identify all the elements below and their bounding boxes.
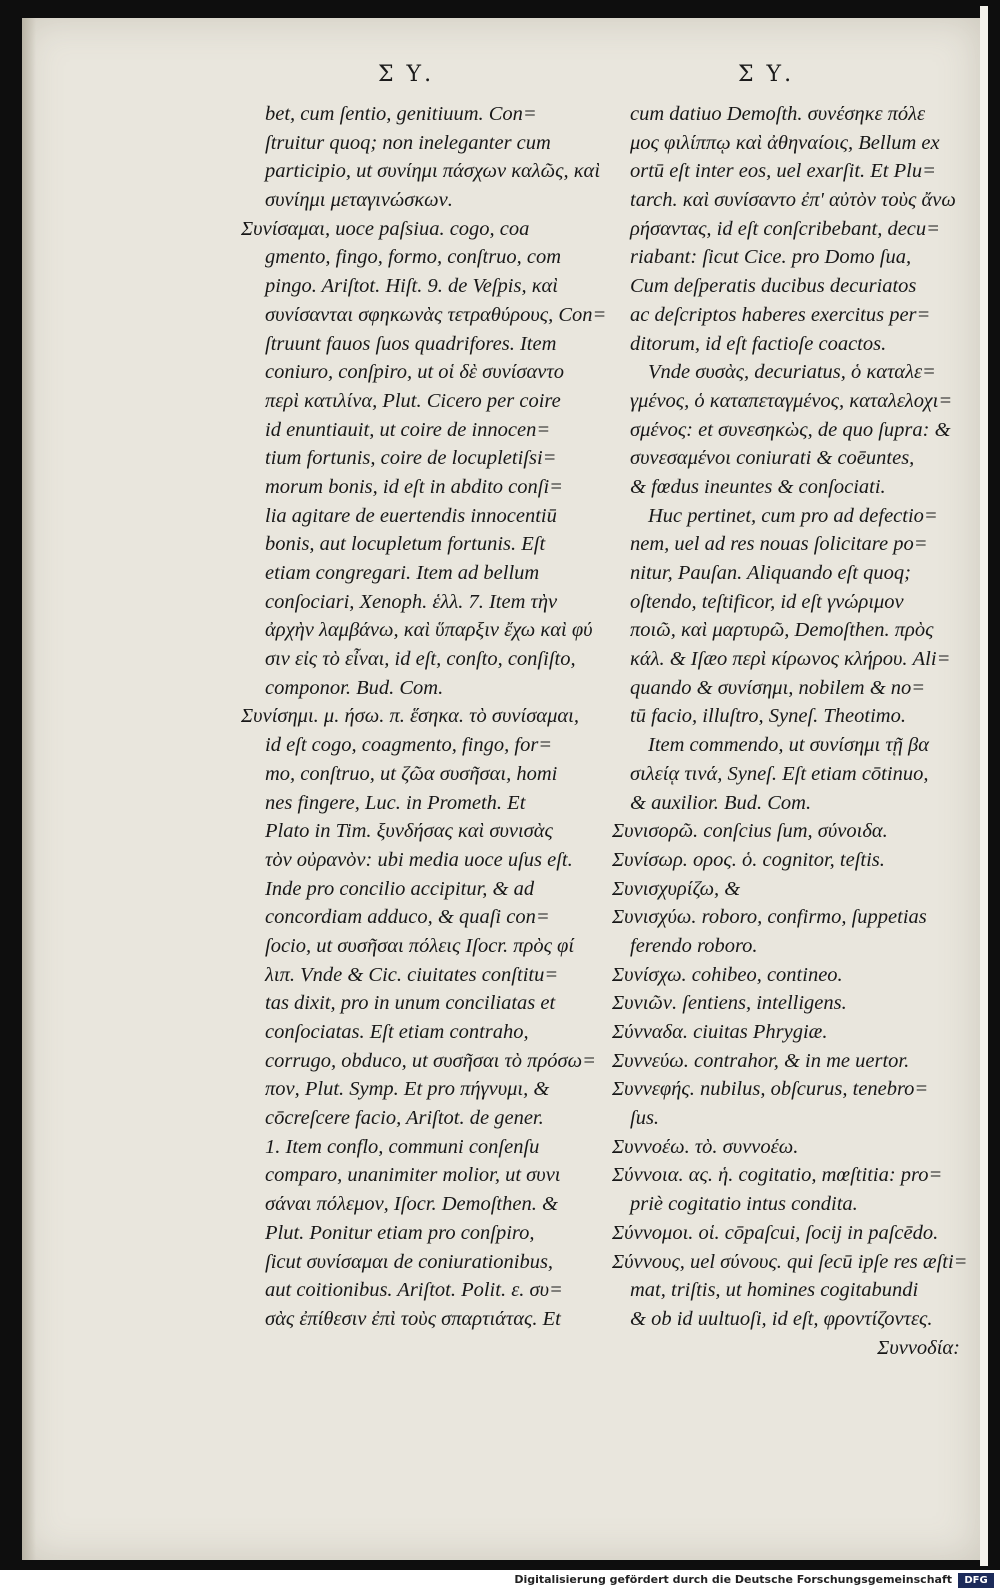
running-head-left: Σ Υ.: [378, 62, 435, 87]
running-head-right: Σ Υ.: [738, 62, 795, 87]
text-line: Huc pertinet, cum pro ad defectio=: [648, 504, 938, 527]
text-line: etiam congregari. Item ad bellum: [265, 562, 540, 584]
text-line: συνίσανται σφηκωνὰς τετραθύρους, Con=: [265, 303, 607, 326]
text-line: 1. Item conflo, communi conſenſu: [265, 1135, 540, 1158]
text-line: Inde pro concilio accipitur, & ad: [265, 877, 535, 900]
text-line: nem, uel ad res nouas ſolicitare po=: [630, 533, 928, 556]
text-line: quando & συνίσημι, nobilem & no=: [630, 676, 926, 699]
text-line: nes fingere, Luc. in Prometh. Et: [265, 791, 526, 814]
text-line: riabant: ſicut Cice. pro Domo ſua,: [630, 246, 912, 269]
text-line: conſociatas. Eſt etiam contraho,: [265, 1021, 529, 1043]
text-line: Συνιῶν. ſentiens, intelligens.: [612, 992, 847, 1015]
text-line: λιπ. Vnde & Cic. ciuitates conſtitu=: [265, 963, 559, 986]
text-line: cōcreſcere facio, Ariſtot. de gener.: [265, 1107, 544, 1130]
text-line: conſociari, Xenoph. ἑλλ. 7. Item τὴν: [265, 590, 558, 613]
text-line: comparo, unanimiter molior, ut συνι: [265, 1164, 561, 1187]
text-line: cum datiuo Demoſth. συνέσηκε πόλε: [630, 103, 926, 125]
text-line: ditorum, id eſt factioſe coactos.: [630, 332, 887, 355]
text-line: oſtendo, teſtificor, id eſt γνώριμον: [630, 590, 904, 613]
text-line: κάλ. & Iſæo περὶ κίρωνος κλήρου. Ali=: [630, 648, 951, 671]
text-line: συνίημι μεταγινώσκων.: [265, 189, 453, 212]
text-line: ortū eſt inter eos, uel exarſit. Et Plu=: [630, 160, 936, 183]
text-line: pingo. Ariſtot. Hiſt. 9. de Veſpis, καὶ: [265, 275, 558, 298]
text-line: lia agitare de euertendis innocentiū: [265, 504, 557, 527]
right-text-column: [612, 100, 968, 1362]
dfg-logo: DFG: [958, 1573, 994, 1588]
text-line: Cum deſperatis ducibus decuriatos: [630, 275, 917, 298]
left-text-column: [241, 100, 607, 1334]
text-line: concordiam adduco, & quaſi con=: [265, 906, 550, 929]
text-line: ποιῶ, καὶ μαρτυρῶ, Demoſthen. πρὸς: [630, 619, 934, 642]
text-line: mo, conſtruo, ut ζῶα συσῆσαι, homi: [265, 762, 558, 785]
text-line: morum bonis, id eſt in abdito conſi=: [265, 475, 563, 498]
digitization-footer: [0, 1570, 1000, 1592]
text-line: ſtruitur quoq; non ineleganter cum: [265, 131, 551, 154]
text-line: μος φιλίππῳ καὶ ἀθηναίοις, Bellum ex: [630, 131, 940, 154]
text-line: tū facio, illuſtro, Syneſ. Theotimo.: [630, 705, 906, 728]
text-line: bonis, aut locupletum fortunis. Eſt: [265, 533, 546, 556]
page-gutter-shadow: [22, 18, 36, 1560]
text-line: id enuntiauit, ut coire de innocen=: [265, 418, 551, 441]
page-edge: [980, 6, 988, 1566]
text-line: ac deſcriptos haberes exercitus per=: [630, 303, 931, 326]
text-line: coniuro, conſpiro, ut οἱ δὲ συνίσαντο: [265, 361, 564, 384]
text-line: Συννεύω. contrahor, & in me uertor.: [612, 1049, 910, 1072]
text-line: Σύννους, uel σύνους. qui ſecū ipſe res æſti=: [612, 1250, 968, 1273]
footer-credit: Digitalisierung gefördert durch die Deutsche Forschungsgemeinschaft: [514, 1573, 952, 1586]
text-line: Σύννομοι. οἱ. cōpaſcui, ſocij in paſcēdo.: [612, 1221, 939, 1244]
text-line: Plato in Tim. ξυνδήσας καὶ συνισὰς: [265, 820, 553, 843]
text-line: πον, Plut. Symp. Et pro πήγνυμι, &: [265, 1078, 550, 1101]
text-line: Συνίσχω. cohibeo, contineo.: [612, 963, 843, 986]
text-line: σιν εἰς τὸ εἶναι, id eſt, conſto, conſiſto,: [265, 648, 576, 671]
text-line: Συνίσημι. μ. ήσω. π. ἕσηκα. τὸ συνίσαμαι,: [241, 705, 579, 728]
text-line: tas dixit, pro in unum conciliatas et: [265, 992, 556, 1015]
text-line: nitur, Pauſan. Aliquando eſt quoq;: [630, 562, 911, 584]
text-line: Συνισχυρίζω, &: [612, 877, 741, 900]
text-line: γμένος, ὁ καταπεταγμένος, καταλελοχι=: [630, 389, 953, 412]
text-line: corrugo, obduco, ut συσῆσαι τὸ πρόσω=: [265, 1049, 596, 1072]
text-line: Συνισχύω. roboro, confirmo, ſuppetias: [612, 906, 927, 929]
text-line: τὸν οὐρανὸν: ubi media uoce uſus eſt.: [265, 848, 573, 871]
text-line: & auxilior. Bud. Com.: [630, 791, 812, 814]
text-line: Συνίσωρ. ορος. ὁ. cognitor, teſtis.: [612, 848, 885, 871]
text-line: Συνίσαμαι, uoce paſsiua. cogo, coa: [241, 217, 530, 240]
text-line: bet, cum ſentio, genitiuum. Con=: [265, 103, 537, 125]
text-line: ſocio, ut συσῆσαι πόλεις Iſocr. πρὸς φί: [265, 934, 575, 957]
text-line: ferendo roboro.: [630, 934, 758, 957]
text-line: ſicut συνίσαμαι de coniurationibus,: [265, 1250, 554, 1273]
text-line: ἀρχὴν λαμβάνω, καὶ ὕπαρξιν ἔχω καὶ φύ: [265, 619, 593, 642]
text-line: περὶ κατιλίνα, Plut. Cicero per coire: [265, 389, 561, 412]
text-line: id eſt cogo, coagmento, fingo, for=: [265, 734, 553, 757]
text-line: Plut. Ponitur etiam pro conſpiro,: [265, 1221, 535, 1244]
text-line: Συννοδία:: [877, 1336, 960, 1359]
text-line: & fœdus ineuntes & conſociati.: [630, 475, 886, 498]
text-line: συνεσαμένοι coniurati & coēuntes,: [630, 447, 915, 470]
text-line: σιλείᾳ τινά, Syneſ. Eſt etiam cōtinuo,: [630, 762, 929, 785]
text-line: Σύνναδα. ciuitas Phrygiæ.: [612, 1021, 828, 1043]
text-line: Vnde συσὰς, decuriatus, ὁ καταλε=: [648, 361, 936, 384]
text-line: σμένος: et συνεσηκὼς, de quo ſupra: &: [630, 418, 951, 441]
text-line: σάναι πόλεμον, Iſocr. Demoſthen. &: [265, 1193, 558, 1216]
text-line: Item commendo, ut συνίσημι τῇ βα: [648, 734, 929, 757]
text-line: mat, triſtis, ut homines cogitabundi: [630, 1279, 919, 1302]
text-line: gmento, fingo, formo, conſtruo, com: [265, 246, 562, 269]
text-line: Σύννοια. ας. ἡ. cogitatio, mœſtitia: pro=: [612, 1164, 943, 1187]
text-line: σὰς ἐπίθεσιν ἐπὶ τοὺς σπαρτιάτας. Et: [265, 1307, 561, 1330]
text-line: tium fortunis, coire de locupletiſsi=: [265, 447, 557, 470]
text-line: ſtruunt fauos ſuos quadrifores. Item: [265, 332, 557, 355]
text-line: componor. Bud. Com.: [265, 676, 444, 699]
text-line: aut coitionibus. Ariſtot. Polit. ε. συ=: [265, 1279, 563, 1302]
text-line: Συννοέω. τὸ. συννοέω.: [612, 1135, 799, 1158]
text-line: participio, ut συνίημι πάσχων καλῶς, καὶ: [265, 160, 601, 183]
text-line: Συνισορῶ. conſcius ſum, σύνοιδα.: [612, 820, 888, 843]
text-line: & ob id uultuoſi, id eſt, φροντίζοντες.: [630, 1307, 933, 1330]
text-line: priè cogitatio intus condita.: [630, 1193, 858, 1216]
text-line: tarch. καὶ συνίσαντο ἐπ' αὐτὸν τοὺς ἄνω: [630, 189, 956, 212]
text-line: ρήσαντας, id eſt conſcribebant, decu=: [630, 217, 940, 240]
text-line: Συννεφής. nubilus, obſcurus, tenebro=: [612, 1078, 929, 1101]
text-line: ſus.: [630, 1107, 660, 1130]
